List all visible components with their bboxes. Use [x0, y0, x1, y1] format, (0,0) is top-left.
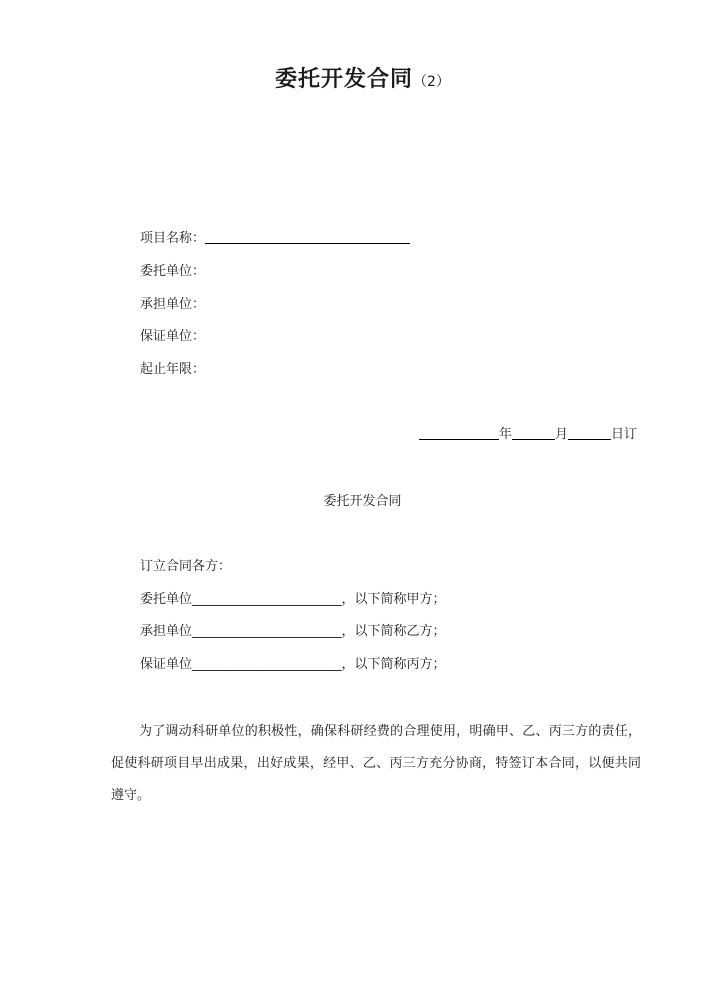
day-label: 日订: [610, 427, 637, 442]
document-title: [0, 62, 725, 93]
title-main: 委托开发合同: [275, 67, 414, 92]
year-blank: [419, 426, 499, 440]
party-guarantor: 保证单位_______________________，以下简称丙方；: [140, 657, 446, 672]
day-blank: [568, 426, 611, 440]
parties-intro: 订立合同各方：: [140, 559, 232, 574]
body-paragraph: 为了调动科研单位的积极性，确保科研经费的合理使用，明确甲、乙、丙三方的责任，促使科研项目早出成果，出好成果，经甲、乙、丙三方充分协商，特签订本合同，以便共同遵守。: [111, 724, 641, 803]
field-guarantor: [140, 328, 205, 346]
year-label: 年: [498, 427, 512, 442]
contract-subtitle: 委托开发合同: [323, 494, 402, 509]
party-contractor: 承担单位_______________________，以下简称乙方；: [140, 624, 446, 639]
field-label: 项目名称：: [140, 231, 206, 246]
party-client: 委托单位_______________________，以下简称甲方；: [140, 592, 446, 607]
title-suffix: （2）: [413, 74, 450, 90]
field-contractor: [140, 296, 205, 314]
field-label: 委托单位：: [140, 264, 206, 279]
field-label: 承担单位：: [140, 297, 206, 312]
month-label: 月: [554, 427, 568, 442]
field-project-name: [140, 230, 410, 248]
field-label: 保证单位：: [140, 329, 206, 344]
field-client: [140, 263, 205, 281]
field-label: 起止年限：: [140, 362, 206, 377]
field-term: [140, 361, 205, 379]
project-name-blank: [205, 230, 410, 244]
signing-date: [419, 426, 637, 444]
month-blank: [512, 426, 555, 440]
